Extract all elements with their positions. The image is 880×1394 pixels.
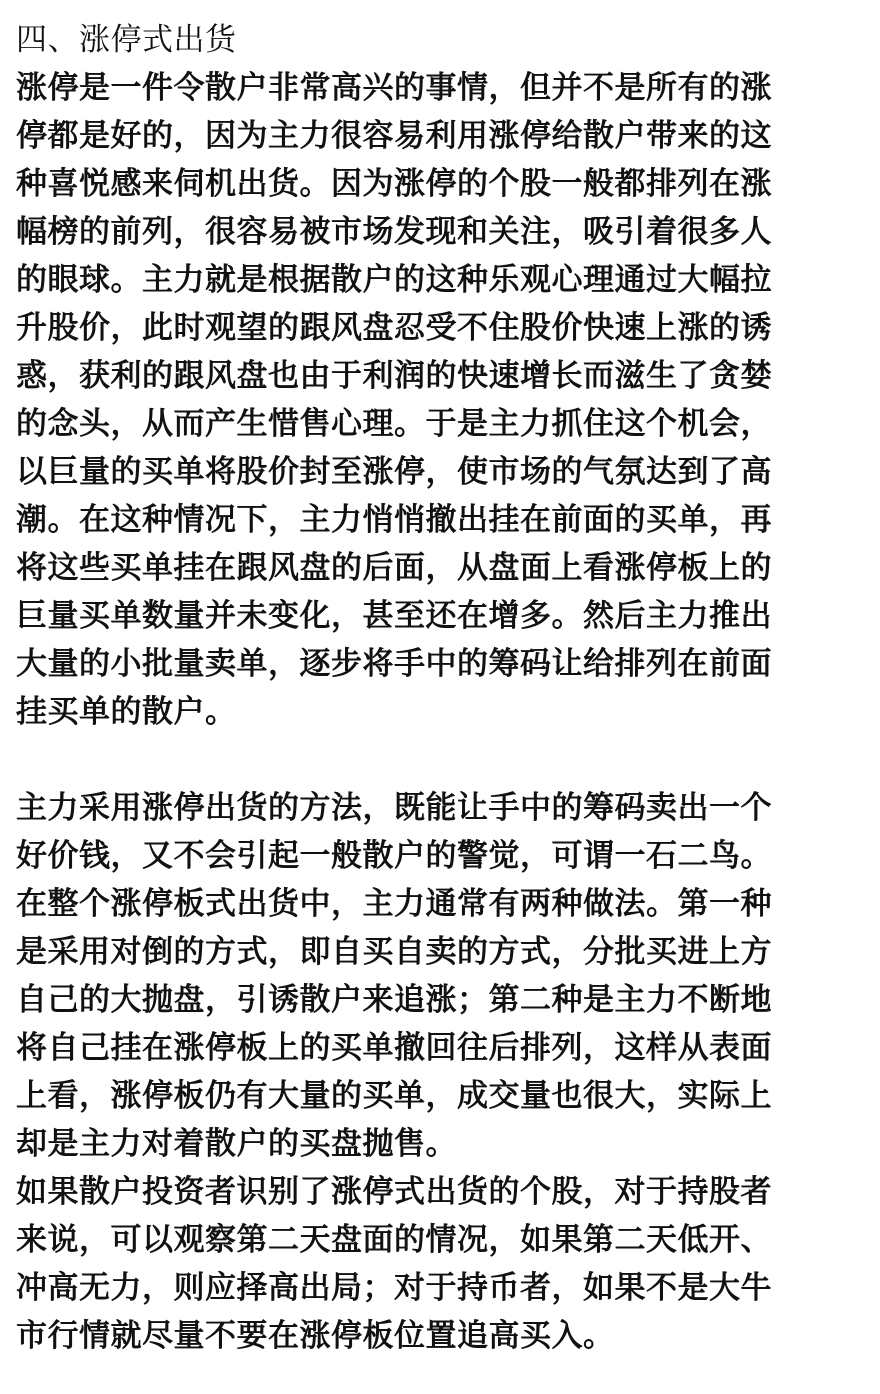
paragraph-line: 挂买单的散户。 xyxy=(16,694,237,730)
paragraph-line: 将自己挂在涨停板上的买单撤回往后排列，这样从表面 xyxy=(16,1030,772,1066)
paragraph-line: 却是主力对着散户的买盘抛售。 xyxy=(16,1126,457,1162)
paragraph-line: 上看，涨停板仍有大量的买单，成交量也很大，实际上 xyxy=(16,1078,772,1114)
paragraph-line: 巨量买单数量并未变化，甚至还在增多。然后主力推出 xyxy=(16,598,772,634)
paragraph-line: 种喜悦感来伺机出货。因为涨停的个股一般都排列在涨 xyxy=(16,166,772,202)
paragraph-line: 将这些买单挂在跟风盘的后面，从盘面上看涨停板上的 xyxy=(16,550,772,586)
paragraph-line: 市行情就尽量不要在涨停板位置追高买入。 xyxy=(16,1318,615,1354)
paragraph-line: 幅榜的前列，很容易被市场发现和关注，吸引着很多人 xyxy=(16,214,772,250)
paragraph-line: 潮。在这种情况下，主力悄悄撤出挂在前面的买单，再 xyxy=(16,502,772,538)
paragraph-line: 惑，获利的跟风盘也由于利润的快速增长而滋生了贪婪 xyxy=(16,358,772,394)
paragraph-line: 如果散户投资者识别了涨停式出货的个股，对于持股者 xyxy=(16,1174,772,1210)
paragraph-line: 大量的小批量卖单，逐步将手中的筹码让给排列在前面 xyxy=(16,646,772,682)
paragraph-line: 升股价，此时观望的跟风盘忍受不住股价快速上涨的诱 xyxy=(16,310,772,346)
paragraph-line: 在整个涨停板式出货中，主力通常有两种做法。第一种 xyxy=(16,886,772,922)
paragraph-line: 的眼球。主力就是根据散户的这种乐观心理通过大幅拉 xyxy=(16,262,772,298)
paragraph-line: 好价钱，又不会引起一般散户的警觉，可谓一石二鸟。 xyxy=(16,838,772,874)
section-heading: 四、涨停式出货 xyxy=(16,22,237,58)
paragraph-line: 是采用对倒的方式，即自买自卖的方式，分批买进上方 xyxy=(16,934,772,970)
paragraph-line: 涨停是一件令散户非常高兴的事情，但并不是所有的涨 xyxy=(16,70,772,106)
paragraph-line: 的念头，从而产生惜售心理。于是主力抓住这个机会， xyxy=(16,406,772,442)
paragraph-line: 自己的大抛盘，引诱散户来追涨；第二种是主力不断地 xyxy=(16,982,772,1018)
paragraph-line: 停都是好的，因为主力很容易利用涨停给散户带来的这 xyxy=(16,118,772,154)
paragraph-line: 冲高无力，则应择高出局；对于持币者，如果不是大牛 xyxy=(16,1270,772,1306)
paragraph-line: 主力采用涨停出货的方法，既能让手中的筹码卖出一个 xyxy=(16,790,772,826)
paragraph-line: 以巨量的买单将股价封至涨停，使市场的气氛达到了高 xyxy=(16,454,772,490)
paragraph-line: 来说，可以观察第二天盘面的情况，如果第二天低开、 xyxy=(16,1222,772,1258)
